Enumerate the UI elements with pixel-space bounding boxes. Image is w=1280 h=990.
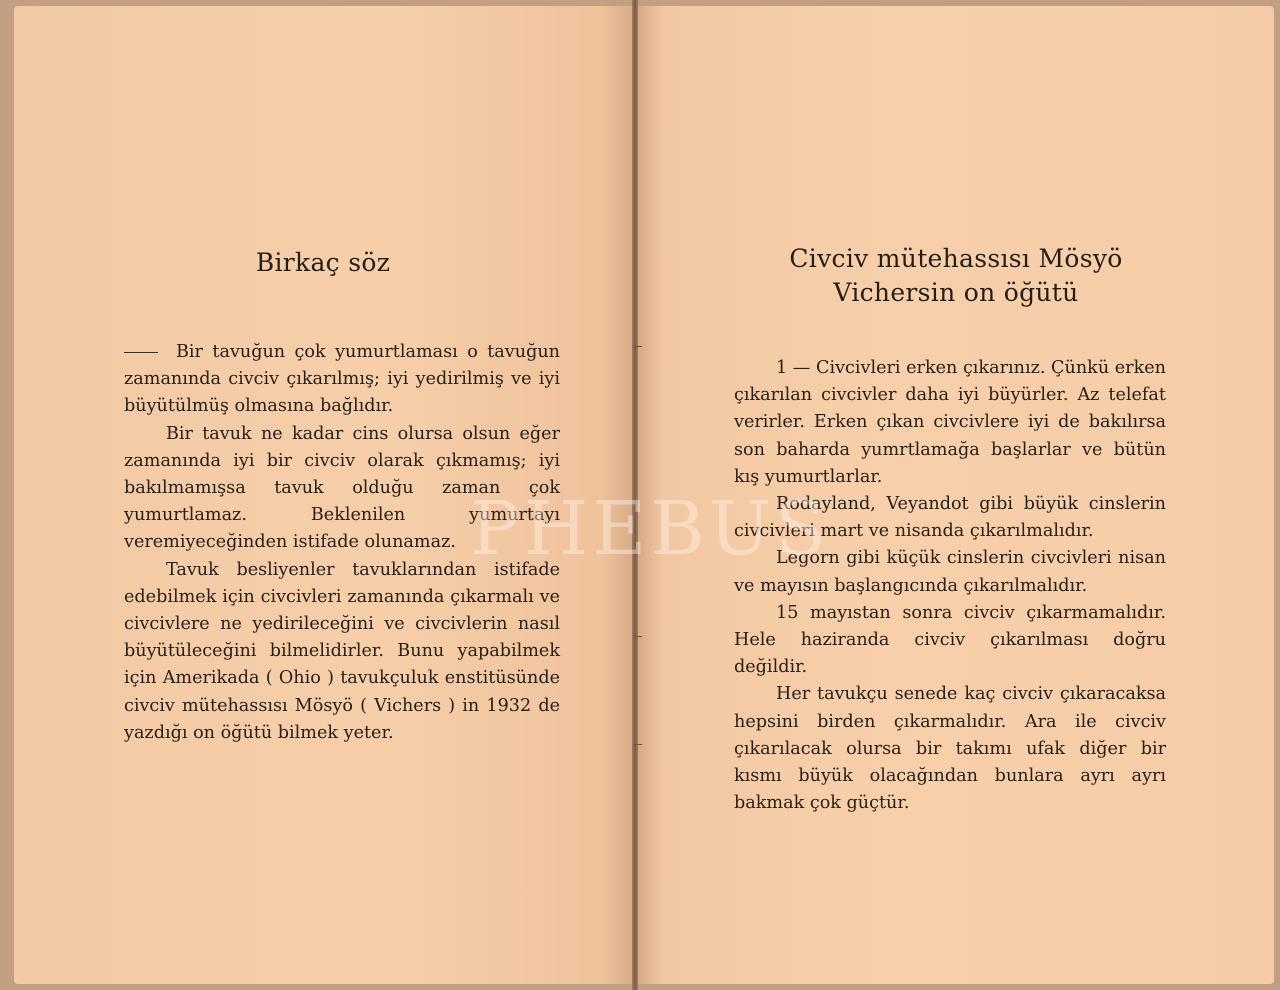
right-heading-line-1: Civciv mütehassısı Mösyö bbox=[789, 244, 1123, 273]
binding-mark bbox=[634, 346, 642, 347]
left-paragraph-1-text: Bir tavuğun çok yumurtlaması o tavuğun zamanında civciv çıkarılmış; iyi yedirilmiş ve iyi büyütülmüş olmasına bağlıdır. bbox=[124, 342, 560, 417]
right-page-heading bbox=[638, 242, 1274, 310]
left-page-heading: Birkaç söz bbox=[255, 248, 391, 277]
binding-mark bbox=[634, 744, 642, 745]
right-paragraph-3: Legorn gibi küçük cinslerin civcivleri nisan ve mayısın başlangıcında çıkarılmalıdır. bbox=[734, 548, 1166, 596]
right-paragraph-1: 1 — Civcivleri erken çıkarınız. Çünkü erken çıkarılan civcivler daha iyi büyürler. Az telefat verirler. Erken çıkan civcivlere iyi de bakılırsa son baharda yumrtlamağa başlarlar ve bütün kış yumurtlarlar. bbox=[734, 358, 1166, 487]
left-page-body bbox=[124, 339, 560, 747]
right-page-body bbox=[734, 355, 1166, 817]
left-paragraph-2: Bir tavuk ne kadar cins olursa olsun eğer zamanında iyi bir civciv olarak çıkmamış; iyi bakılmamışsa tavuk olduğu zaman çok yumurtlamaz. Beklenilen yumurtayı veremiyeceğinden istifade olunamaz. bbox=[124, 423, 560, 553]
binding-mark bbox=[634, 636, 642, 637]
left-page bbox=[14, 6, 632, 984]
right-paragraph-4: 15 mayıstan sonra civciv çıkarmamalıdır. Hele haziranda civciv çıkarılması doğru değildir. bbox=[734, 602, 1166, 678]
left-paragraph-1 bbox=[124, 339, 560, 421]
watermark: PHEBUS bbox=[470, 486, 830, 572]
right-heading-line-2: Vichersin on öğütü bbox=[833, 278, 1079, 307]
dash-mark bbox=[124, 352, 158, 353]
right-paragraph-2: Rodayland, Veyandot gibi büyük cinslerin civcivleri mart ve nisanda çıkarılmalıdır. bbox=[734, 494, 1166, 542]
right-paragraph-5: Her tavukçu senede kaç civciv çıkaracaksa hepsini birden çıkarmalıdır. Ara ile civciv çıkarılacak olursa bir takımı ufak diğer bir kısmı büyük olacağından bunlara ayrı ayrı bakmak çok güçtür. bbox=[734, 684, 1166, 814]
left-paragraph-3: Tavuk besliyenler tavuklarından istifade edebilmek için civcivleri zamanında çıkarmalı ve civcivlere ne yedirileceğini ve civcivlerin nasıl büyütüleceğini bilmelidirler. Bunu yapabilmek için Amerikada ( Ohio ) tavukçuluk enstitüsünde civciv mütehassısı Mösyö ( Vichers ) in 1932 de yazdığı on öğütü bilmek yeter. bbox=[124, 559, 560, 743]
right-page bbox=[638, 6, 1274, 984]
